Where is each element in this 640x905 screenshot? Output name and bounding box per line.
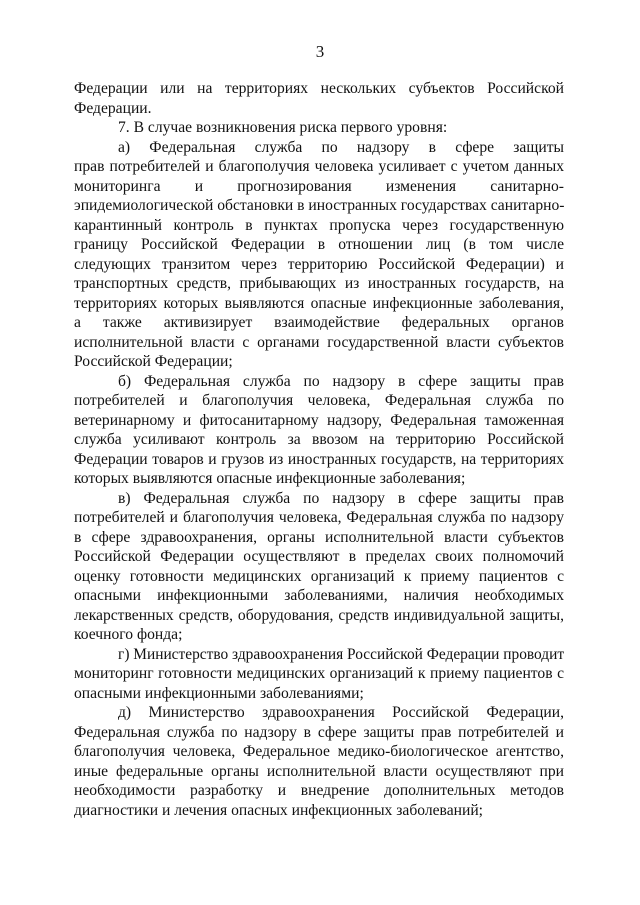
text-line: лекарственных средств, оборудования, средств индивидуальной защиты,: [74, 606, 564, 624]
text-line: благополучия человека, Федеральное медико-биологическое агентство,: [74, 743, 564, 760]
text-line: необходимости разработку и внедрение дополнительных методов: [74, 782, 564, 799]
text-line: которых выявляются опасные инфекционные заболевания;: [74, 470, 466, 487]
text-line: исполнительной власти с органами государственной власти субъектов: [74, 333, 564, 351]
text-line: карантинный контроль в пунктах пропуска через государственную: [74, 216, 564, 234]
text-line: служба усиливают контроль за ввозом на территорию Российской: [74, 431, 564, 448]
text-line: потребителей и благополучия человека, Федеральная служба по: [74, 392, 564, 409]
document-body: [74, 79, 564, 820]
text-line: в сфере здравоохранения, органы исполнительной власти субъектов: [74, 528, 564, 546]
text-line: диагностики и лечения опасных инфекционных заболеваний;: [74, 801, 484, 819]
text-line: а также активизирует взаимодействие федеральных органов: [74, 314, 564, 331]
text-line: эпидемиологической обстановки в иностранных государствах санитарно-: [74, 197, 565, 214]
text-line: а) Федеральная служба по надзору в сфере защиты: [118, 138, 564, 156]
text-line: б) Федеральная служба по надзору в сфере защиты прав: [118, 372, 564, 390]
text-line: ветеринарному и фитосанитарному надзору, Федеральная таможенная: [74, 411, 564, 429]
text-line: Федерации товаров и грузов из иностранных государств, на территориях: [74, 450, 564, 468]
text-line: коечного фонда;: [74, 626, 183, 643]
text-line: Федеральная служба по надзору в сфере защиты прав потребителей и: [74, 723, 564, 741]
text-line: опасными инфекционными заболеваниями, наличия необходимых: [74, 587, 564, 604]
text-line: границу Российской Федерации в отношении лиц (в том числе: [74, 236, 564, 253]
text-line: иные федеральные органы исполнительной власти осуществляют при: [74, 762, 564, 780]
text-line: д) Министерство здравоохранения Российской Федерации,: [118, 704, 564, 721]
text-line: опасными инфекционными заболеваниями;: [74, 684, 364, 702]
text-line: оценку готовности медицинских организаций к приему пациентов с: [74, 567, 564, 585]
text-line: мониторинг готовности медицинских организаций к приему пациентов с: [74, 665, 564, 682]
text-line: в) Федеральная служба по надзору в сфере защиты прав: [118, 489, 564, 507]
text-line: Федерации.: [74, 99, 152, 117]
text-line: г) Министерство здравоохранения Российской Федерации проводит: [118, 645, 565, 663]
text-line: следующих транзитом через территорию Российской Федерации) и: [74, 255, 564, 273]
text-line: территориях которых выявляются опасные инфекционные заболевания,: [74, 294, 564, 312]
text-line: 7. В случае возникновения риска первого уровня:: [118, 119, 448, 136]
text-line: прав потребителей и благополучия человека усиливает с учетом данных: [74, 158, 564, 175]
page-number: 3: [315, 42, 325, 61]
text-line: Российской Федерации осуществляют в пределах своих полномочий: [74, 548, 564, 565]
text-line: Российской Федерации;: [74, 353, 233, 370]
text-line: мониторинга и прогнозирования изменения санитарно-: [74, 177, 564, 195]
text-line: Федерации или на территориях нескольких субъектов Российской: [74, 80, 564, 97]
text-line: потребителей и благополучия человека, Федеральная служба по надзору: [74, 509, 564, 526]
text-line: транспортных средств, прибывающих из иностранных государств, на: [74, 275, 564, 292]
